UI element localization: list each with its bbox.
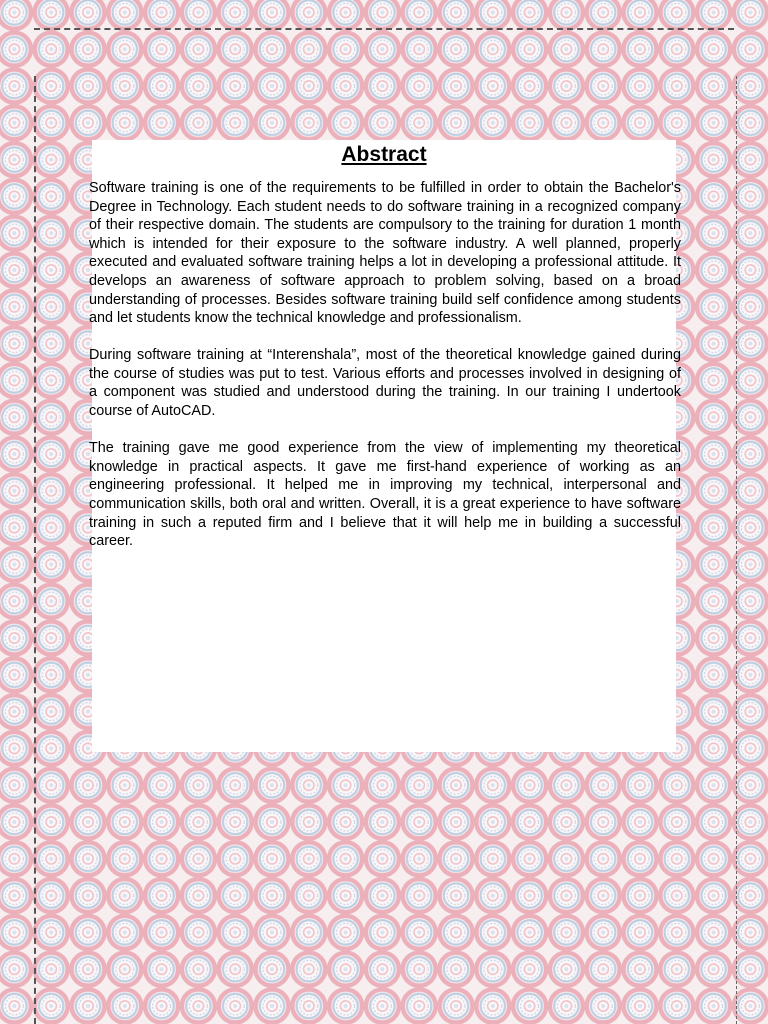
paragraph-1: Software training is one of the requirements to be fulfilled in order to obtain the Bachelor's Degree in Technology. Each student needs to do software training in a recognized company of their respective domain. The students are compulsory to the training for duration 1 month which is intended for their exposure to the software industry. A well planned, properly executed and evaluated software training helps a lot in developing a professional attitude. It develops an awareness of software approach to problem solving, based on a broad understanding of processes. Besides software training build self confidence among students and let students know the technical knowledge and professionalism. (89, 180, 681, 327)
page-border-right (736, 76, 737, 1024)
page-border-left (34, 76, 36, 1024)
document-body (89, 179, 681, 569)
paragraph-3: The training gave me good experience from the view of implementing my theoretical knowledge in practical aspects. It gave me first-hand experience of working as an engineering professional. It helped me in improving my technical, interpersonal and communication skills, both oral and written. Overall, it is a great experience to have software training in such a reputed firm and I believe that it will help me in building a successful career. (89, 440, 681, 550)
document-title: Abstract (341, 143, 427, 166)
page-border-top (34, 28, 734, 30)
paragraph-2: During software training at “Interenshala”, most of the theoretical knowledge gained during the course of studies was put to test. Various efforts and processes involved in designing of a component was studied and understood during the training. In our training I undertook course of AutoCAD. (89, 347, 681, 420)
